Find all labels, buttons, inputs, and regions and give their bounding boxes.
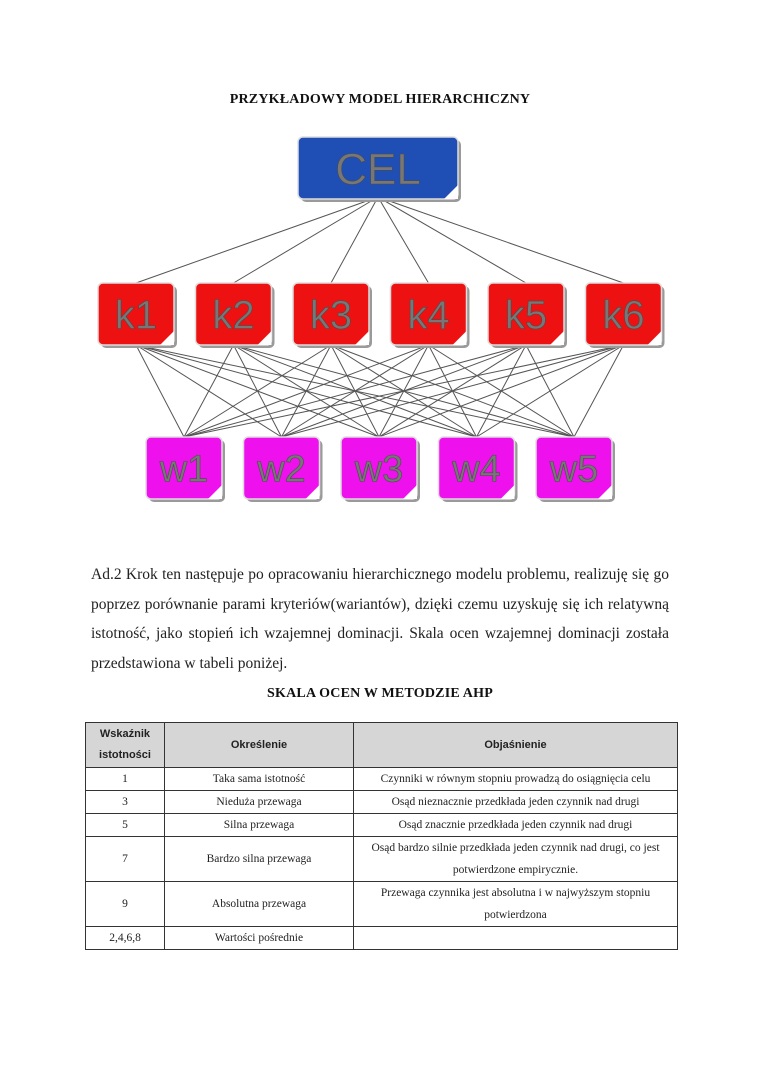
alternative-node-w2-label: w2 <box>257 448 306 491</box>
diagram-nodes <box>98 137 665 502</box>
description-paragraph: Ad.2 Krok ten następuje po opracowaniu hierarchicznego modelu problemu, realizuję się go poprzez porównanie parami kryteriów(wariantów), dzięki czemu uzyskuję się ich relatywną istotność, jako stopień ich wzajemnej dominacji. Skala ocen wzajemnej dominacji została przedstawiona w tabeli poniżej. <box>91 566 669 672</box>
cell-term: Silna przewaga <box>165 814 354 837</box>
alternative-node-w1 <box>146 437 225 502</box>
alternative-node-w4-label: w4 <box>452 448 501 491</box>
cell-indicator: 7 <box>86 837 165 882</box>
cell-indicator: 3 <box>86 791 165 814</box>
table-row <box>86 791 678 814</box>
connector-line <box>574 345 624 437</box>
connector-line <box>331 197 378 283</box>
connector-line <box>184 345 234 437</box>
connector-line <box>378 197 624 283</box>
cell-explanation: Osąd nieznacznie przedkłada jeden czynnik nad drugi <box>354 791 678 814</box>
criterion-node-k3-label: k3 <box>309 293 353 338</box>
alternative-node-w4 <box>439 437 518 502</box>
criterion-node-k6 <box>586 283 665 348</box>
connector-line <box>378 197 526 283</box>
connector-line <box>477 345 624 437</box>
cell-explanation <box>354 927 678 950</box>
criterion-node-k4-label: k4 <box>407 293 450 338</box>
cell-term: Absolutna przewaga <box>165 882 354 927</box>
ahp-scale-table <box>85 722 678 950</box>
goal-node-label: CEL <box>335 144 421 194</box>
connector-line <box>136 345 184 437</box>
table-row <box>86 882 678 927</box>
hierarchy-diagram <box>0 125 760 515</box>
cell-indicator: 9 <box>86 882 165 927</box>
cell-term: Taka sama istotność <box>165 768 354 791</box>
cell-explanation: Przewaga czynnika jest absolutna i w najwyższym stopniu potwierdzona <box>354 882 678 927</box>
cell-indicator: 2,4,6,8 <box>86 927 165 950</box>
connector-line <box>184 345 526 437</box>
alternative-node-w5-label: w5 <box>549 448 599 491</box>
connector-line <box>184 345 429 437</box>
connector-line <box>136 197 378 283</box>
connector-line <box>282 345 624 437</box>
cell-term: Nieduża przewaga <box>165 791 354 814</box>
criterion-node-k2 <box>196 283 275 348</box>
alternative-node-w3 <box>341 437 420 502</box>
table-row <box>86 768 678 791</box>
alternative-node-w2 <box>244 437 323 502</box>
cell-term: Wartości pośrednie <box>165 927 354 950</box>
criterion-node-k3 <box>293 283 372 348</box>
header-indicator: Wskaźnik istotności <box>86 723 165 768</box>
diagram-title: PRZYKŁADOWY MODEL HIERARCHICZNY <box>229 92 531 107</box>
criterion-node-k6-label: k6 <box>602 293 645 338</box>
alternative-node-w5 <box>536 437 615 502</box>
cell-term: Bardzo silna przewaga <box>165 837 354 882</box>
cell-explanation: Czynniki w równym stopniu prowadzą do osiągnięcia celu <box>354 768 678 791</box>
cell-explanation: Osąd bardzo silnie przedkłada jeden czynnik nad drugi, co jest potwierdzone empirycznie. <box>354 837 678 882</box>
criterion-node-k2-label: k2 <box>212 293 255 338</box>
table-row <box>86 814 678 837</box>
cell-explanation: Osąd znacznie przedkłada jeden czynnik nad drugi <box>354 814 678 837</box>
alternative-node-w1-label: w1 <box>159 448 209 491</box>
criterion-node-k5-label: k5 <box>504 293 548 338</box>
cell-indicator: 1 <box>86 768 165 791</box>
criterion-node-k4 <box>391 283 470 348</box>
table-header-row <box>86 723 678 768</box>
header-explanation: Objaśnienie <box>354 723 678 768</box>
connector-line <box>378 197 429 283</box>
connector-line <box>184 345 624 437</box>
criterion-node-k1 <box>98 283 177 348</box>
criterion-node-k1-label: k1 <box>114 293 158 338</box>
goal-node <box>298 137 461 202</box>
table-row <box>86 927 678 950</box>
connector-line <box>234 197 379 283</box>
connector-line <box>184 345 331 437</box>
connector-line <box>379 345 624 437</box>
alternative-node-w3-label: w3 <box>354 448 404 491</box>
table-row <box>86 837 678 882</box>
cell-indicator: 5 <box>86 814 165 837</box>
header-term: Określenie <box>165 723 354 768</box>
table-title: SKALA OCEN W METODZIE AHP <box>267 686 493 701</box>
criterion-node-k5 <box>488 283 567 348</box>
